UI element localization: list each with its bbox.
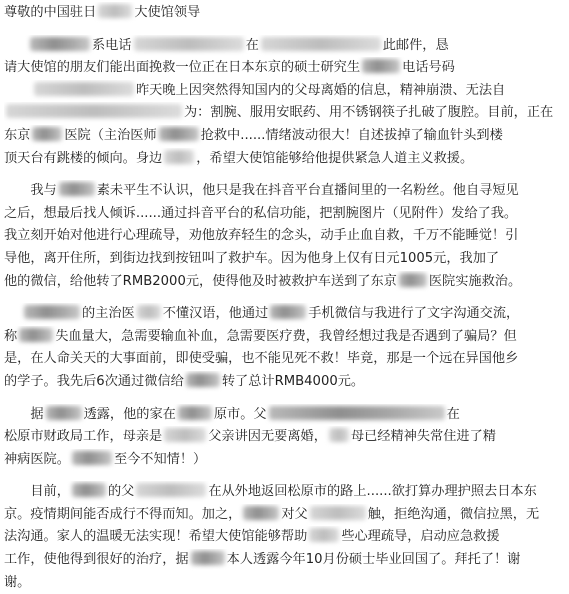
redacted-text: [137, 305, 161, 319]
redacted-text: [159, 127, 199, 141]
paragraph-line: [4, 180, 565, 203]
text-segment: 系电话: [92, 37, 132, 53]
paragraph-line: [4, 271, 565, 294]
text-segment: 此邮件，恳: [382, 37, 449, 53]
text-segment: 他的微信，给他转了RMB2000元，使得他及时被救护车送到了东京: [4, 273, 397, 289]
redacted-text: [98, 4, 132, 18]
paragraph-line: [4, 404, 565, 427]
redacted-text: [72, 483, 106, 497]
paragraph-line: [4, 35, 565, 58]
redacted-text: [24, 305, 80, 319]
text-segment: 大使馆领导: [134, 5, 201, 20]
text-segment: 原市。父: [213, 406, 267, 422]
paragraph-gap: [4, 394, 565, 404]
text-segment: 目前，: [4, 484, 70, 500]
redacted-text: [329, 428, 349, 442]
text-segment: 在: [446, 406, 460, 422]
text-segment: 至今不知情！）: [113, 451, 207, 467]
text-segment: 电话号码: [402, 60, 455, 76]
text-segment: 京。疫情期间能否成行不得而知。加之，: [4, 506, 242, 522]
letter-greeting: [4, 2, 565, 25]
text-segment: 医院（主治医师: [64, 127, 157, 143]
paragraph-line: [4, 549, 565, 572]
paragraph-line: 是，在人命关天的大事面前，即使受骗，也不能见死不救！毕竟，那是一个远在异国他乡: [4, 351, 519, 367]
paragraph-line: [4, 504, 565, 527]
text-segment: 触，拒绝沟通，微信拉黑，无: [367, 506, 540, 522]
text-segment: 父亲讲因无要离婚，: [208, 429, 327, 445]
text-segment: 神病医院。: [4, 451, 70, 467]
redacted-text: [164, 428, 206, 442]
paragraph-line: 之后，想最后找人倾诉......通过抖音平台的私信功能，把割腕图片（见附件）发给了我。: [4, 205, 518, 221]
text-segment: 据: [4, 406, 44, 422]
text-segment: 我与: [4, 183, 57, 199]
paragraph-gap: [4, 293, 565, 303]
paragraph-line: 导他，离开住所，到街边找到按钮叫了救护车。因为他身上仅有日元1005元，我加了: [4, 250, 500, 266]
letter-document: [4, 2, 565, 594]
redacted-text: [136, 483, 206, 497]
redacted-text: [186, 373, 220, 387]
paragraph-line: [4, 371, 565, 394]
text-segment: 的主治医: [82, 306, 135, 322]
redacted-text: [164, 150, 194, 164]
paragraph-line: [4, 449, 565, 472]
redacted-text: [399, 273, 427, 287]
redacted-text: [310, 506, 366, 520]
text-segment: 在从外地返回松原市的路上......欲打算办理护照去日本东: [208, 484, 537, 500]
redacted-text: [46, 406, 82, 420]
text-segment: 素未平生不认识，他只是我在抖音平台直播间里的一名粉丝。他自寻短见: [96, 183, 519, 199]
text-segment: 对父: [281, 506, 308, 522]
redacted-text: [362, 59, 400, 73]
paragraph-line: [4, 102, 565, 125]
text-segment: 松原市财政局工作，母亲是: [4, 429, 163, 445]
text-segment: 的父: [107, 484, 135, 500]
redacted-text: [178, 406, 212, 420]
redacted-text: [309, 528, 339, 542]
text-segment: 手机微信与我进行了文字沟通交流，: [308, 306, 520, 322]
paragraph-line: [4, 481, 565, 504]
text-segment: 的学子。我先后6次通过微信给: [4, 373, 184, 389]
text-segment: 工作，使他得到很好的治疗，据: [4, 552, 189, 568]
text-segment: 抢救中......情绪波动很大！自述拔掉了输血针头到楼: [200, 127, 503, 143]
redacted-text: [269, 406, 445, 420]
paragraph-line: [4, 125, 565, 148]
text-segment: 失血量大，急需要输血补血，急需要医疗费，我曾经想过我是否遇到了骗局？但: [55, 328, 517, 344]
redacted-text: [59, 182, 95, 196]
text-segment: 尊敬的中国驻日: [4, 5, 97, 20]
paragraph-line: [4, 148, 565, 171]
text-segment: 些心理疏导，启动应急救援: [341, 529, 500, 545]
text-segment: 顶天台有跳楼的倾向。身边: [4, 150, 163, 166]
paragraph-line: [4, 57, 565, 80]
redacted-text: [6, 104, 182, 118]
redacted-text: [32, 127, 62, 141]
text-segment: 称: [4, 328, 18, 344]
redacted-text: [191, 551, 225, 565]
paragraph-line: [4, 426, 565, 449]
redacted-text: [30, 37, 90, 51]
paragraph-line: [4, 526, 565, 549]
text-segment: ，希望大使馆能够给他提供紧急人道主义救援。: [196, 150, 474, 166]
text-segment: 母已经精神失常住进了精: [350, 429, 496, 445]
paragraph-gap: [4, 170, 565, 180]
paragraph-gap: [4, 25, 565, 35]
redacted-text: [134, 37, 244, 51]
redacted-text: [72, 451, 112, 465]
text-segment: 转了总计RMB4000元。: [221, 373, 365, 389]
paragraph-line: [4, 303, 565, 326]
text-segment: 不懂汉语，他通过: [162, 306, 269, 322]
text-segment: 东京: [4, 127, 31, 143]
text-segment: 法沟通。家人的温暖无法实现！希望大使馆能够帮助: [4, 529, 308, 545]
text-segment: 昨天晚上因突然得知国内的父母离婚的信息，精神崩溃、无法自: [136, 82, 506, 98]
text-segment: 本人透露今年10月份硕士毕业回国了。拜托了！谢: [226, 552, 521, 568]
text-segment: 医院实施救治。: [428, 273, 522, 289]
paragraph-line: 我立刻开始对他进行心理疏导，劝他放弃轻生的念头，动手止血自救，千万不能睡觉！引: [4, 228, 519, 244]
redacted-text: [34, 82, 134, 96]
text-segment: 为：割腕、服用安眠药、用不锈钢筷子扎破了腹腔。目前，正在: [184, 105, 554, 121]
text-segment: 请大使馆的朋友们能出面挽救一位正在日本东京的硕士研究生: [4, 60, 361, 76]
redacted-text: [270, 305, 306, 319]
text-segment: 在: [245, 37, 259, 53]
text-segment: 透露，他的家在: [83, 406, 176, 422]
redacted-text: [261, 37, 381, 51]
redacted-text: [243, 506, 279, 520]
paragraph-line: 谢。: [4, 574, 31, 590]
paragraph-gap: [4, 471, 565, 481]
redacted-text: [19, 328, 53, 342]
paragraph-line: [4, 326, 565, 349]
paragraph-line: [4, 80, 565, 103]
